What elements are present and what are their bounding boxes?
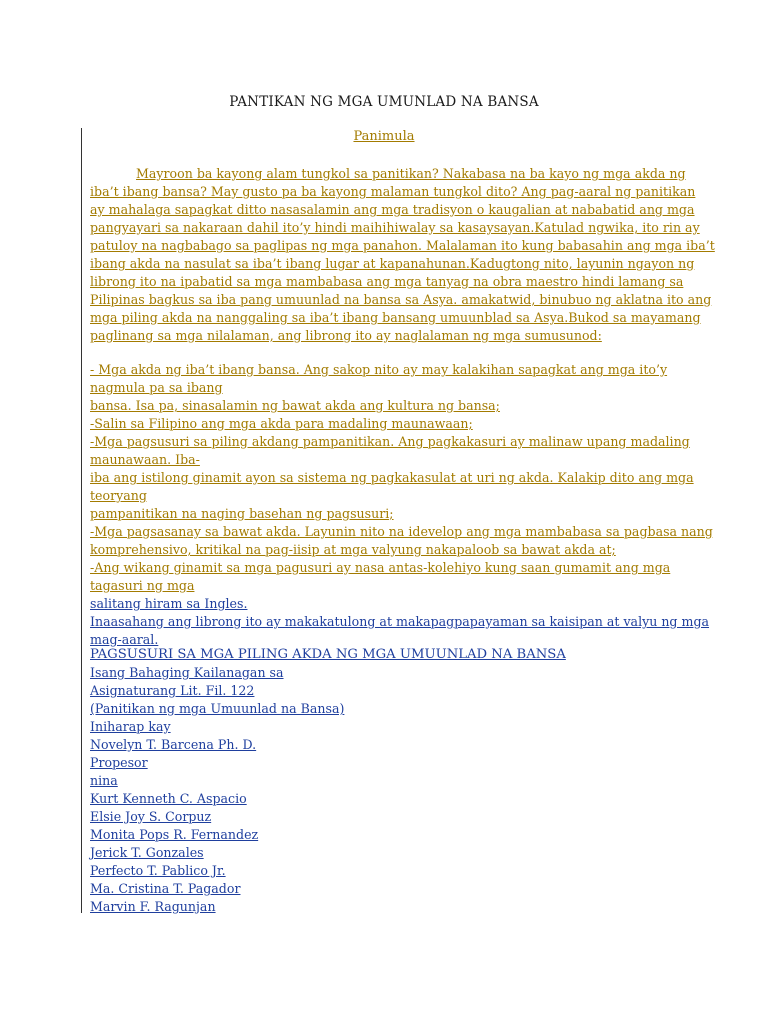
intro-line: ibang akda na nasulat sa iba’t ibang lugar at kapanahunan.Kadugtong nito, layunin ngayon ng	[90, 256, 695, 271]
intro-line: Mayroon ba kayong alam tungkol sa panitikan? Nakabasa na ba kayo ng mga akda ng	[136, 166, 686, 181]
section-subtitle: Panimula	[353, 129, 415, 144]
intro-line: iba’t ibang bansa? May gusto pa ba kayong malaman tungkol dito? Ang pag-aaral ng panitikan	[90, 184, 696, 199]
list-line: maunawaan. Iba-	[90, 452, 200, 467]
list-line: pampanitikan na naging basehan ng pagsusuri;	[90, 506, 394, 521]
cover-line: Propesor	[90, 755, 148, 770]
contents-list	[90, 361, 713, 649]
intro-line: mga piling akda na nanggaling sa iba’t ibang bansang umuunblad sa Asya.Bukod sa mayamang	[90, 310, 701, 325]
author-name: Monita Pops R. Fernandez	[90, 827, 259, 842]
list-line: bansa. Isa pa, sinasalamin ng bawat akda ang kultura ng bansa;	[90, 398, 500, 413]
cover-line: Isang Bahaging Kailanagan sa	[90, 665, 284, 680]
list-line: teoryang	[90, 488, 147, 503]
author-name: Ma. Cristina T. Pagador	[90, 881, 241, 896]
list-line: mag-aaral.	[90, 632, 159, 647]
list-line: salitang hiram sa Ingles.	[90, 596, 248, 611]
list-line: Inaasahang ang librong ito ay makakatulong at makapagpapayaman sa kaisipan at valyu ng mga	[90, 614, 710, 629]
intro-line: Pilipinas bagkus sa iba pang umuunlad na bansa sa Asya. amakatwid, binubuo ng aklatna ito ang	[90, 292, 712, 307]
cover-line: Iniharap kay	[90, 719, 171, 734]
list-line: -Salin sa Filipino ang mga akda para madaling maunawaan;	[90, 416, 473, 431]
cover-block	[90, 646, 710, 916]
page-title: PANTIKAN NG MGA UMUNLAD NA BANSA	[229, 94, 539, 110]
author-name: Kurt Kenneth C. Aspacio	[90, 791, 247, 806]
author-name: Elsie Joy S. Corpuz	[90, 809, 212, 824]
list-line: iba ang istilong ginamit ayon sa sistema ng pagkakasulat at uri ng akda. Kalakip dito ang mga	[90, 470, 694, 485]
list-line: komprehensivo, kritikal na pag-iisip at mga valyung nakapaloob sa bawat akda at;	[90, 542, 616, 557]
author-name: Marvin F. Ragunjan	[90, 899, 216, 914]
cover-line: Novelyn T. Barcena Ph. D.	[90, 737, 257, 752]
cover-line: nina	[90, 773, 118, 788]
cover-heading: PAGSUSURI SA MGA PILING AKDA NG MGA UMUUNLAD NA BANSA	[90, 647, 566, 662]
list-line: tagasuri ng mga	[90, 578, 195, 593]
list-line: nagmula pa sa ibang	[90, 380, 223, 395]
list-line: -Mga pagsasanay sa bawat akda. Layunin nito na idevelop ang mga mambabasa sa pagbasa nang	[90, 524, 713, 539]
cover-line: (Panitikan ng mga Umuunlad na Bansa)	[90, 701, 345, 716]
intro-line: patuloy na nagbabago sa paglipas ng mga panahon. Malalaman ito kung babasahin ang mga iba’t	[90, 238, 715, 253]
intro-line: ay mahalaga sapagkat ditto nasasalamin ang mga tradisyon o kaugalian at nababatid ang mga	[90, 202, 695, 217]
list-line: -Ang wikang ginamit sa mga pagusuri ay nasa antas-kolehiyo kung saan gumamit ang mga	[90, 560, 671, 575]
author-name: Jerick T. Gonzales	[90, 845, 204, 860]
list-line: - Mga akda ng iba’t ibang bansa. Ang sakop nito ay may kalakihan sapagkat ang mga ito’y	[90, 362, 668, 377]
intro-line: pangyayari sa nakaraan dahil ito’y hindi maihihiwalay sa kasaysayan.Katulad ngwika, ito rin ay	[90, 220, 700, 235]
intro-line: paglinang sa mga nilalaman, ang librong ito ay naglalaman ng mga sumusunod:	[90, 328, 602, 343]
change-bar	[81, 128, 82, 913]
list-line: -Mga pagsusuri sa piling akdang pampanitikan. Ang pagkakasuri ay malinaw upang madaling	[90, 434, 690, 449]
intro-paragraph	[90, 165, 715, 345]
author-name: Perfecto T. Pablico Jr.	[90, 863, 226, 878]
intro-line: librong ito na ipabatid sa mga mambabasa ang mga tanyag na obra maestro hindi lamang sa	[90, 274, 684, 289]
cover-line: Asignaturang Lit. Fil. 122	[90, 683, 255, 698]
